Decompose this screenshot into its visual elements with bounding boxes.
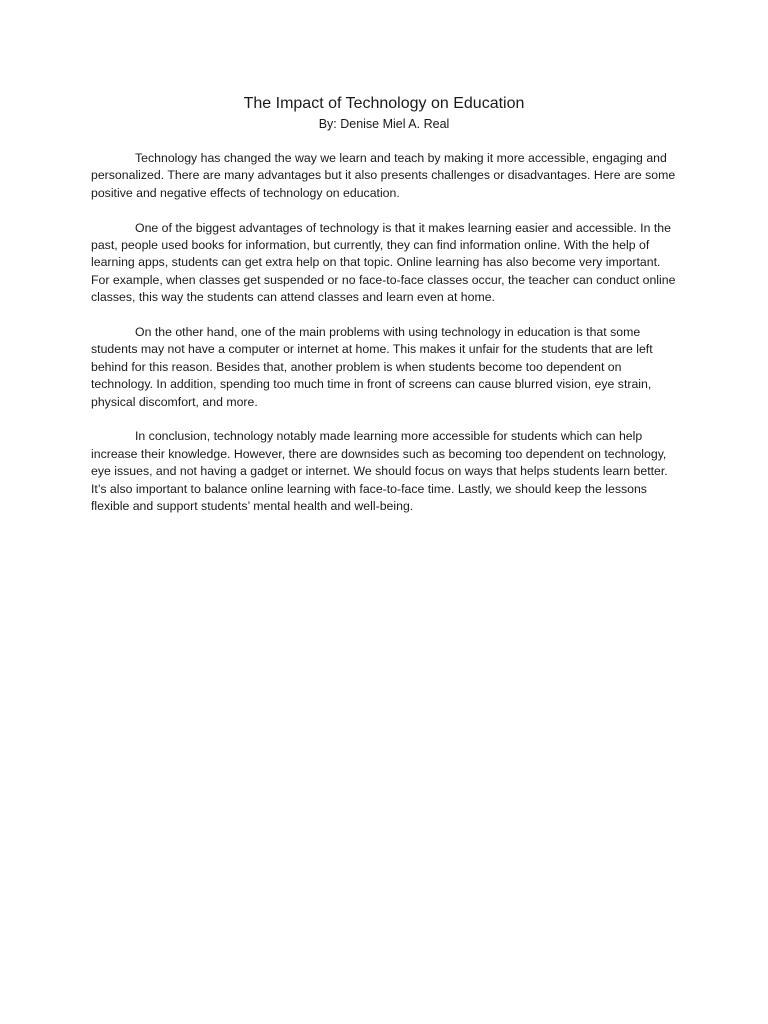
paragraph-advantages: One of the biggest advantages of technology is that it makes learning easier and accessible. In the past, people used books for information, but currently, they can find information online. With the help of learning apps, students can get extra help on that topic. Online learning has also become very important. For example, when classes get suspended or no face-to-face classes occur, the teacher can conduct online classes, this way the students can attend classes and learn even at home. [91, 220, 676, 305]
paragraph-introduction: Technology has changed the way we learn and teach by making it more accessible, engaging and personalized. There are many advantages but it also presents challenges or disadvantages. Here are some positive and negative effects of technology on education. [91, 151, 676, 200]
author-byline: By: Denise Miel A. Real [318, 117, 450, 131]
paragraph-conclusion: In conclusion, technology notably made learning more accessible for students which can help increase their knowledge. However, there are downsides such as becoming too dependent on technology, eye issues, and not having a gadget or internet. We should focus on ways that helps students learn better. It’s also important to balance online learning with face-to-face time. Lastly, we should keep the lessons flexible and support students’ mental health and well-being. [91, 429, 668, 514]
document-title: The Impact of Technology on Education [243, 95, 525, 112]
paragraph-disadvantages: On the other hand, one of the main problems with using technology in education is that some students may not have a computer or internet at home. This makes it unfair for the students that are left behind for this reason. Besides that, another problem is when students become too dependent on technology. In addition, spending too much time in front of screens can cause blurred vision, eye strain, physical discomfort, and more. [91, 325, 653, 409]
essay-body [91, 150, 681, 533]
